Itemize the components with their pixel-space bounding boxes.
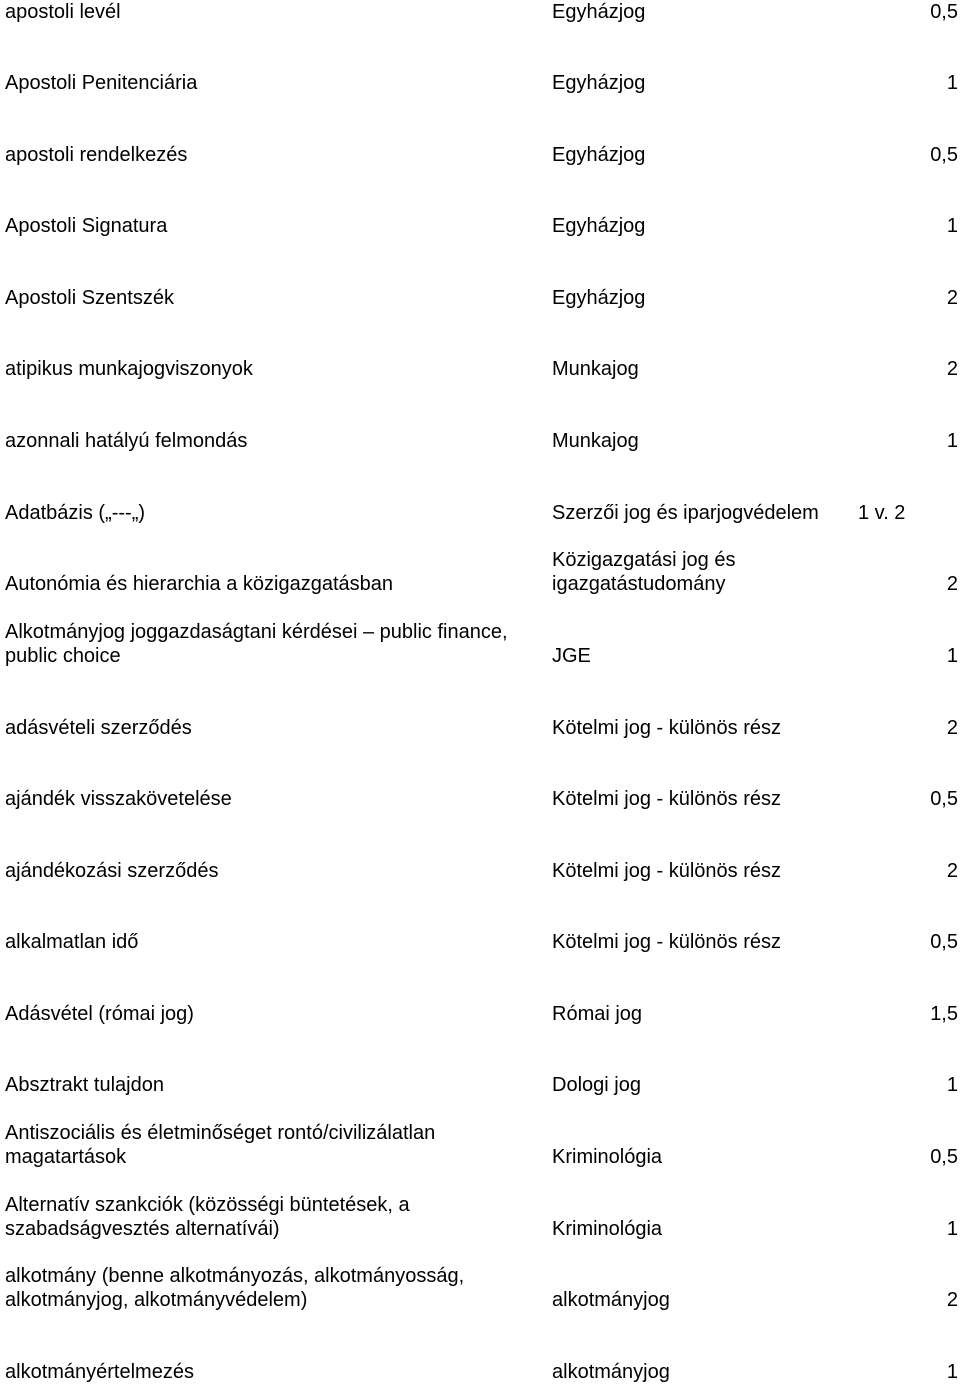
term-cell: Adásvétel (római jog) <box>5 1003 194 1025</box>
term-cell: atipikus munkajogviszonyok <box>5 358 253 380</box>
weight-cell: 2 <box>946 717 958 739</box>
subject-cell: Kötelmi jog - különös rész <box>552 788 781 810</box>
weight-cell: 2 <box>946 287 958 309</box>
table-row <box>0 1348 960 1396</box>
subject-cell: alkotmányjog <box>552 1289 670 1311</box>
table-row <box>0 417 960 465</box>
subject-cell: Dologi jog <box>552 1074 641 1096</box>
term-cell: apostoli levél <box>5 1 121 23</box>
subject-cell: Egyházjog <box>552 287 646 309</box>
table-row <box>0 775 960 823</box>
term-cell: ajándék visszakövetelése <box>5 788 232 810</box>
table-row <box>0 1264 960 1312</box>
term-cell: Apostoli Szentszék <box>5 287 174 309</box>
table-row <box>0 489 960 537</box>
subject-cell: Egyházjog <box>552 72 646 94</box>
weight-cell: 2 <box>946 1289 958 1311</box>
subject-cell: Munkajog <box>552 358 639 380</box>
table-row <box>0 704 960 752</box>
table-row <box>0 847 960 895</box>
subject-cell: Kriminológia <box>552 1218 663 1240</box>
term-cell: Apostoli Signatura <box>5 215 168 237</box>
term-cell: ajándékozási szerződés <box>5 860 219 882</box>
subject-cell: Egyházjog <box>552 215 646 237</box>
subject-cell: Kötelmi jog - különös rész <box>552 931 781 953</box>
term-cell: alkotmányértelmezés <box>5 1361 194 1383</box>
table-row <box>0 345 960 393</box>
term-cell: alkotmány (benne alkotmányozás, alkotmányosság, alkotmányjog, alkotmányvédelem) <box>5 1265 465 1311</box>
weight-cell: 2 <box>946 573 958 595</box>
weight-cell: 1 <box>946 1361 958 1383</box>
term-cell: apostoli rendelkezés <box>5 144 188 166</box>
table-row <box>0 131 960 179</box>
term-cell: Adatbázis („---„) <box>5 502 146 524</box>
subject-cell: Kötelmi jog - különös rész <box>552 860 781 882</box>
weight-cell: 1 <box>946 1074 958 1096</box>
weight-cell: 2 <box>946 860 958 882</box>
subject-cell: Kriminológia <box>552 1146 663 1168</box>
table-row <box>0 1121 960 1169</box>
table-row <box>0 620 960 668</box>
term-cell: Apostoli Penitenciária <box>5 72 198 94</box>
subject-cell: Egyházjog <box>552 1 646 23</box>
weight-cell: 1 v. 2 <box>858 502 906 524</box>
table-row <box>0 202 960 250</box>
weight-cell: 0,5 <box>930 1146 958 1168</box>
table-row <box>0 1061 960 1109</box>
subject-cell: Egyházjog <box>552 144 646 166</box>
weight-cell: 1 <box>946 645 958 667</box>
term-cell: Alkotmányjog joggazdaságtani kérdései – public finance, public choice <box>5 621 508 667</box>
term-cell: adásvételi szerződés <box>5 717 192 739</box>
weight-cell: 2 <box>946 358 958 380</box>
weight-cell: 1,5 <box>930 1003 958 1025</box>
weight-cell: 1 <box>946 215 958 237</box>
table-row <box>0 918 960 966</box>
weight-cell: 0,5 <box>930 931 958 953</box>
weight-cell: 1 <box>946 430 958 452</box>
subject-cell: Szerzői jog és iparjogvédelem <box>552 502 819 524</box>
weight-cell: 1 <box>946 72 958 94</box>
subject-cell: Kötelmi jog - különös rész <box>552 717 781 739</box>
subject-cell: Munkajog <box>552 430 639 452</box>
table-row <box>0 59 960 107</box>
weight-cell: 0,5 <box>930 1 958 23</box>
weight-cell: 1 <box>946 1218 958 1240</box>
table-row <box>0 548 960 596</box>
table-row <box>0 0 960 36</box>
table-row <box>0 1193 960 1241</box>
table-row <box>0 274 960 322</box>
term-cell: Autonómia és hierarchia a közigazgatásban <box>5 573 394 595</box>
table-row <box>0 990 960 1038</box>
weight-cell: 0,5 <box>930 144 958 166</box>
term-cell: Absztrakt tulajdon <box>5 1074 164 1096</box>
term-cell: alkalmatlan idő <box>5 931 139 953</box>
term-cell: azonnali hatályú felmondás <box>5 430 248 452</box>
subject-cell: Római jog <box>552 1003 643 1025</box>
term-cell: Antiszociális és életminőséget rontó/civilizálatlan magatartások <box>5 1122 436 1168</box>
subject-cell: JGE <box>552 645 591 667</box>
weight-cell: 0,5 <box>930 788 958 810</box>
subject-cell: alkotmányjog <box>552 1361 670 1383</box>
subject-cell: Közigazgatási jog és igazgatástudomány <box>552 549 736 595</box>
term-cell: Alternatív szankciók (közösségi büntetések, a szabadságvesztés alternatívái) <box>5 1194 410 1240</box>
